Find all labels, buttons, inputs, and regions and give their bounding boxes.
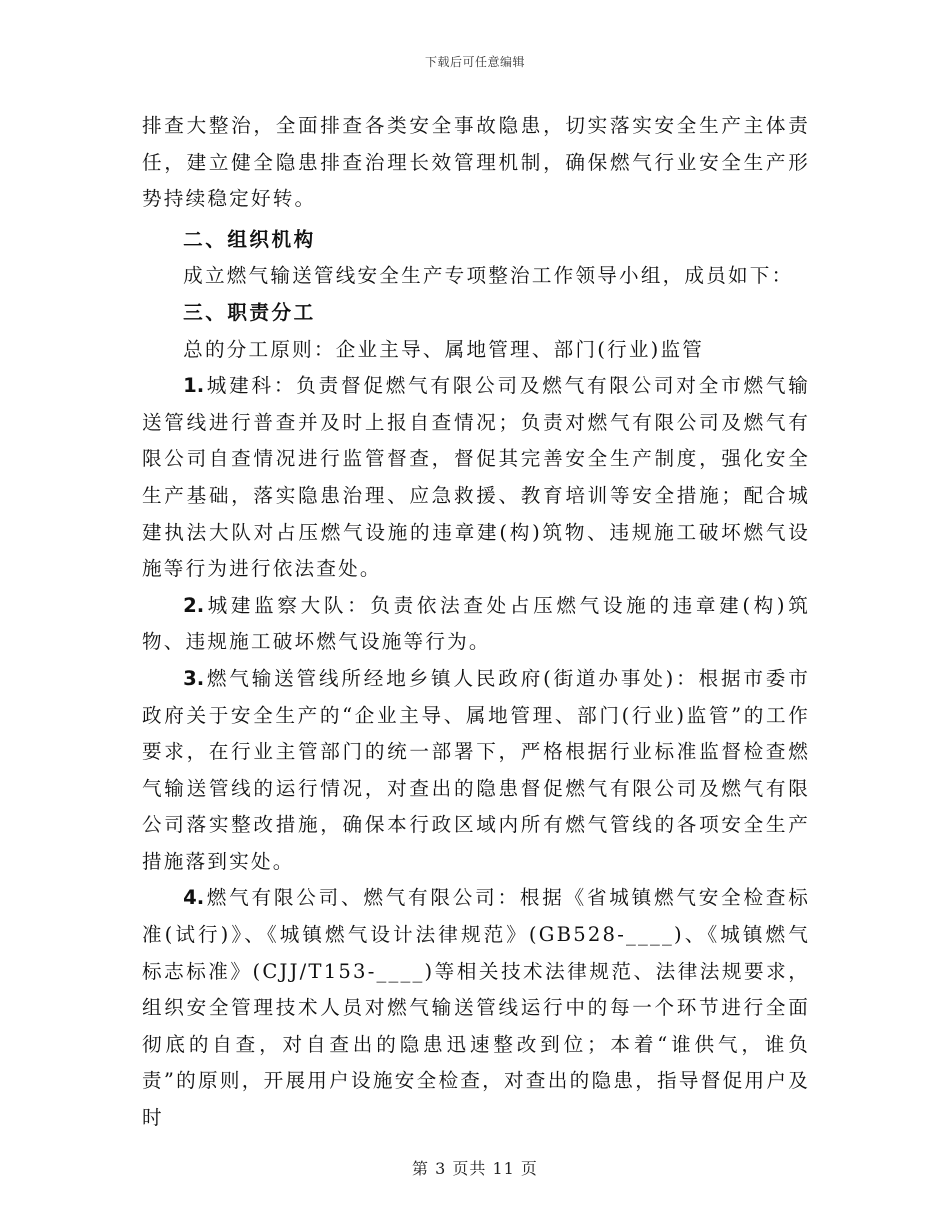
item-text: 城建科：负责督促燃气有限公司及燃气有限公司对全市燃气输送管线进行普查并及时上报自查情况；负责对燃气有限公司及燃气有限公司自查情况进行监管督查，督促其完善安全生产制度，强化安全生产基础，落实隐患治理、应急救援、教育培训等安全措施；配合城建执法大队对占压燃气设施的违章建(构)筑物、违规施工破坏燃气设施等行为进行依法查处。	[142, 374, 810, 581]
page-indicator: 第 3 页共 11 页	[412, 1159, 538, 1178]
item-text: 燃气有限公司、燃气有限公司：根据《省城镇燃气安全检查标准(试行)》、《城镇燃气设计法律规范》(GB528-____)、《城镇燃气标志标准》(CJJ/T153-____)等相关技术法律规范、法律法规要求，组织安全管理技术人员对燃气输送管线运行中的每一个环节进行全面彻底的自查，对自查出的隐患迅速整改到位；本着“谁供气，谁负责”的原则，开展用户设施安全检查，对查出的隐患，指导督促用户及时	[142, 886, 810, 1130]
responsibility-item-1	[142, 368, 810, 588]
division-principle: 总的分工原则：企业主导、属地管理、部门(行业)监管	[183, 337, 705, 361]
item-text: 燃气输送管线所经地乡镇人民政府(街道办事处)：根据市委市政府关于安全生产的“企业主导、属地管理、部门(行业)监管”的工作要求，在行业主管部门的统一部署下，严格根据行业标准监督检查燃气输送管线的运行情况，对查出的隐患督促燃气有限公司及燃气有限公司落实整改措施，确保本行政区域内所有燃气管线的各项安全生产措施落到实处。	[142, 666, 810, 873]
responsibility-item-4	[142, 880, 810, 1136]
organization-paragraph: 成立燃气输送管线安全生产专项整治工作领导小组，成员如下：	[183, 264, 794, 288]
item-text: 城建监察大队：负责依法查处占压燃气设施的违章建(构)筑物、违规施工破坏燃气设施等行为。	[142, 593, 810, 654]
section-heading-organization: 二、组织机构	[183, 227, 316, 251]
item-number: 3.	[183, 666, 205, 690]
continuation-paragraph: 排查大整治，全面排查各类安全事故隐患，切实落实安全生产主体责任，建立健全隐患排查治理长效管理机制，确保燃气行业安全生产形势持续稳定好转。	[142, 114, 810, 211]
item-number: 4.	[183, 886, 205, 910]
responsibility-item-3	[142, 661, 810, 881]
header-note: 下载后可任意编辑	[424, 55, 525, 69]
responsibility-item-2	[142, 588, 810, 661]
document-body	[142, 108, 810, 1137]
item-number: 2.	[183, 593, 205, 617]
item-number: 1.	[183, 374, 205, 398]
section-heading-responsibilities: 三、职责分工	[183, 300, 316, 324]
